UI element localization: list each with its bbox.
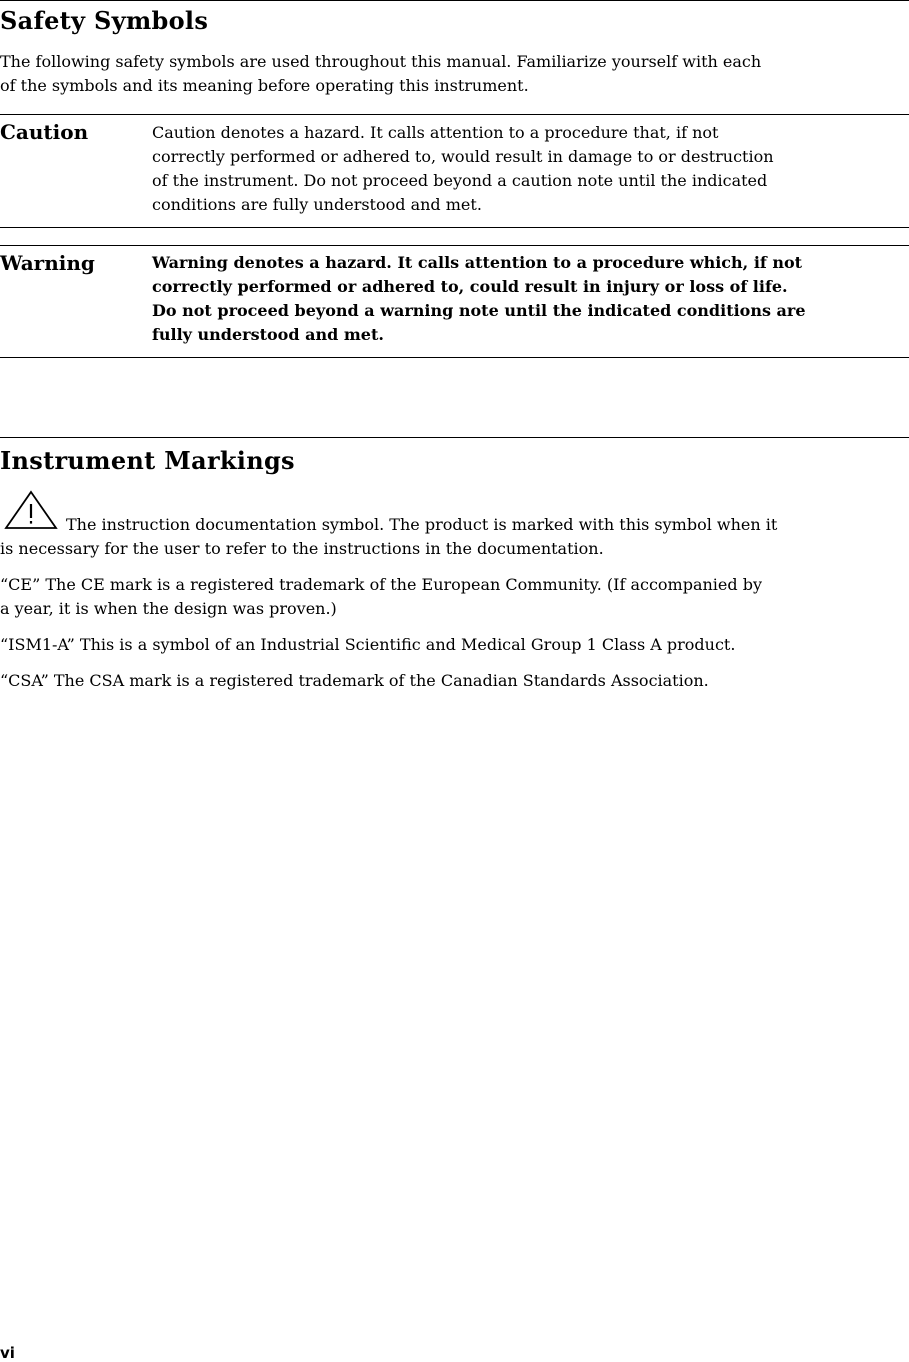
warning-text	[152, 251, 902, 347]
instruction-symbol-line-1: The instruction documentation symbol. The product is marked with this symbol when it	[66, 515, 778, 534]
warning-line-3: Do not proceed beyond a warning note until the indicated conditions are	[152, 301, 806, 320]
warning-bottom-rule	[0, 357, 909, 358]
warning-line-2: correctly performed or adhered to, could result in injury or loss of life.	[152, 277, 788, 296]
caution-bottom-rule	[0, 227, 909, 228]
ism-mark-line: “ISM1-A” This is a symbol of an Industrial Scientific and Medical Group 1 Class A product.	[0, 635, 736, 654]
caution-line-3: of the instrument. Do not proceed beyond a caution note until the indicated	[152, 171, 768, 190]
top-rule	[0, 0, 909, 1]
ce-mark-line-1: “CE” The CE mark is a registered trademark of the European Community. (If accompanied by	[0, 575, 762, 594]
warning-line-4: fully understood and met.	[152, 325, 384, 344]
markings-top-rule	[0, 437, 909, 438]
warning-line-1: Warning denotes a hazard. It calls attention to a procedure which, if not	[152, 253, 803, 272]
safety-intro-line-1: The following safety symbols are used throughout this manual. Familiarize yourself with each	[0, 52, 762, 71]
instruction-symbol-line-2: is necessary for the user to refer to the instructions in the documentation.	[0, 539, 604, 558]
caution-text	[152, 121, 902, 217]
safety-intro-line-2: of the symbols and its meaning before operating this instrument.	[0, 76, 529, 95]
instrument-markings-heading: Instrument Markings	[0, 446, 295, 475]
caution-top-rule	[0, 114, 909, 115]
caution-label: Caution	[0, 120, 89, 144]
csa-mark-line: “CSA” The CSA mark is a registered trademark of the Canadian Standards Association.	[0, 671, 709, 690]
warning-label: Warning	[0, 251, 95, 275]
page-number: vi	[0, 1344, 15, 1362]
warning-top-rule	[0, 245, 909, 246]
safety-symbols-heading: Safety Symbols	[0, 6, 209, 35]
caution-line-2: correctly performed or adhered to, would result in damage to or destruction	[152, 147, 774, 166]
caution-line-4: conditions are fully understood and met.	[152, 195, 482, 214]
caution-line-1: Caution denotes a hazard. It calls attention to a procedure that, if not	[152, 123, 719, 142]
warning-triangle-icon	[4, 490, 58, 532]
ce-mark-line-2: a year, it is when the design was proven.)	[0, 599, 337, 618]
